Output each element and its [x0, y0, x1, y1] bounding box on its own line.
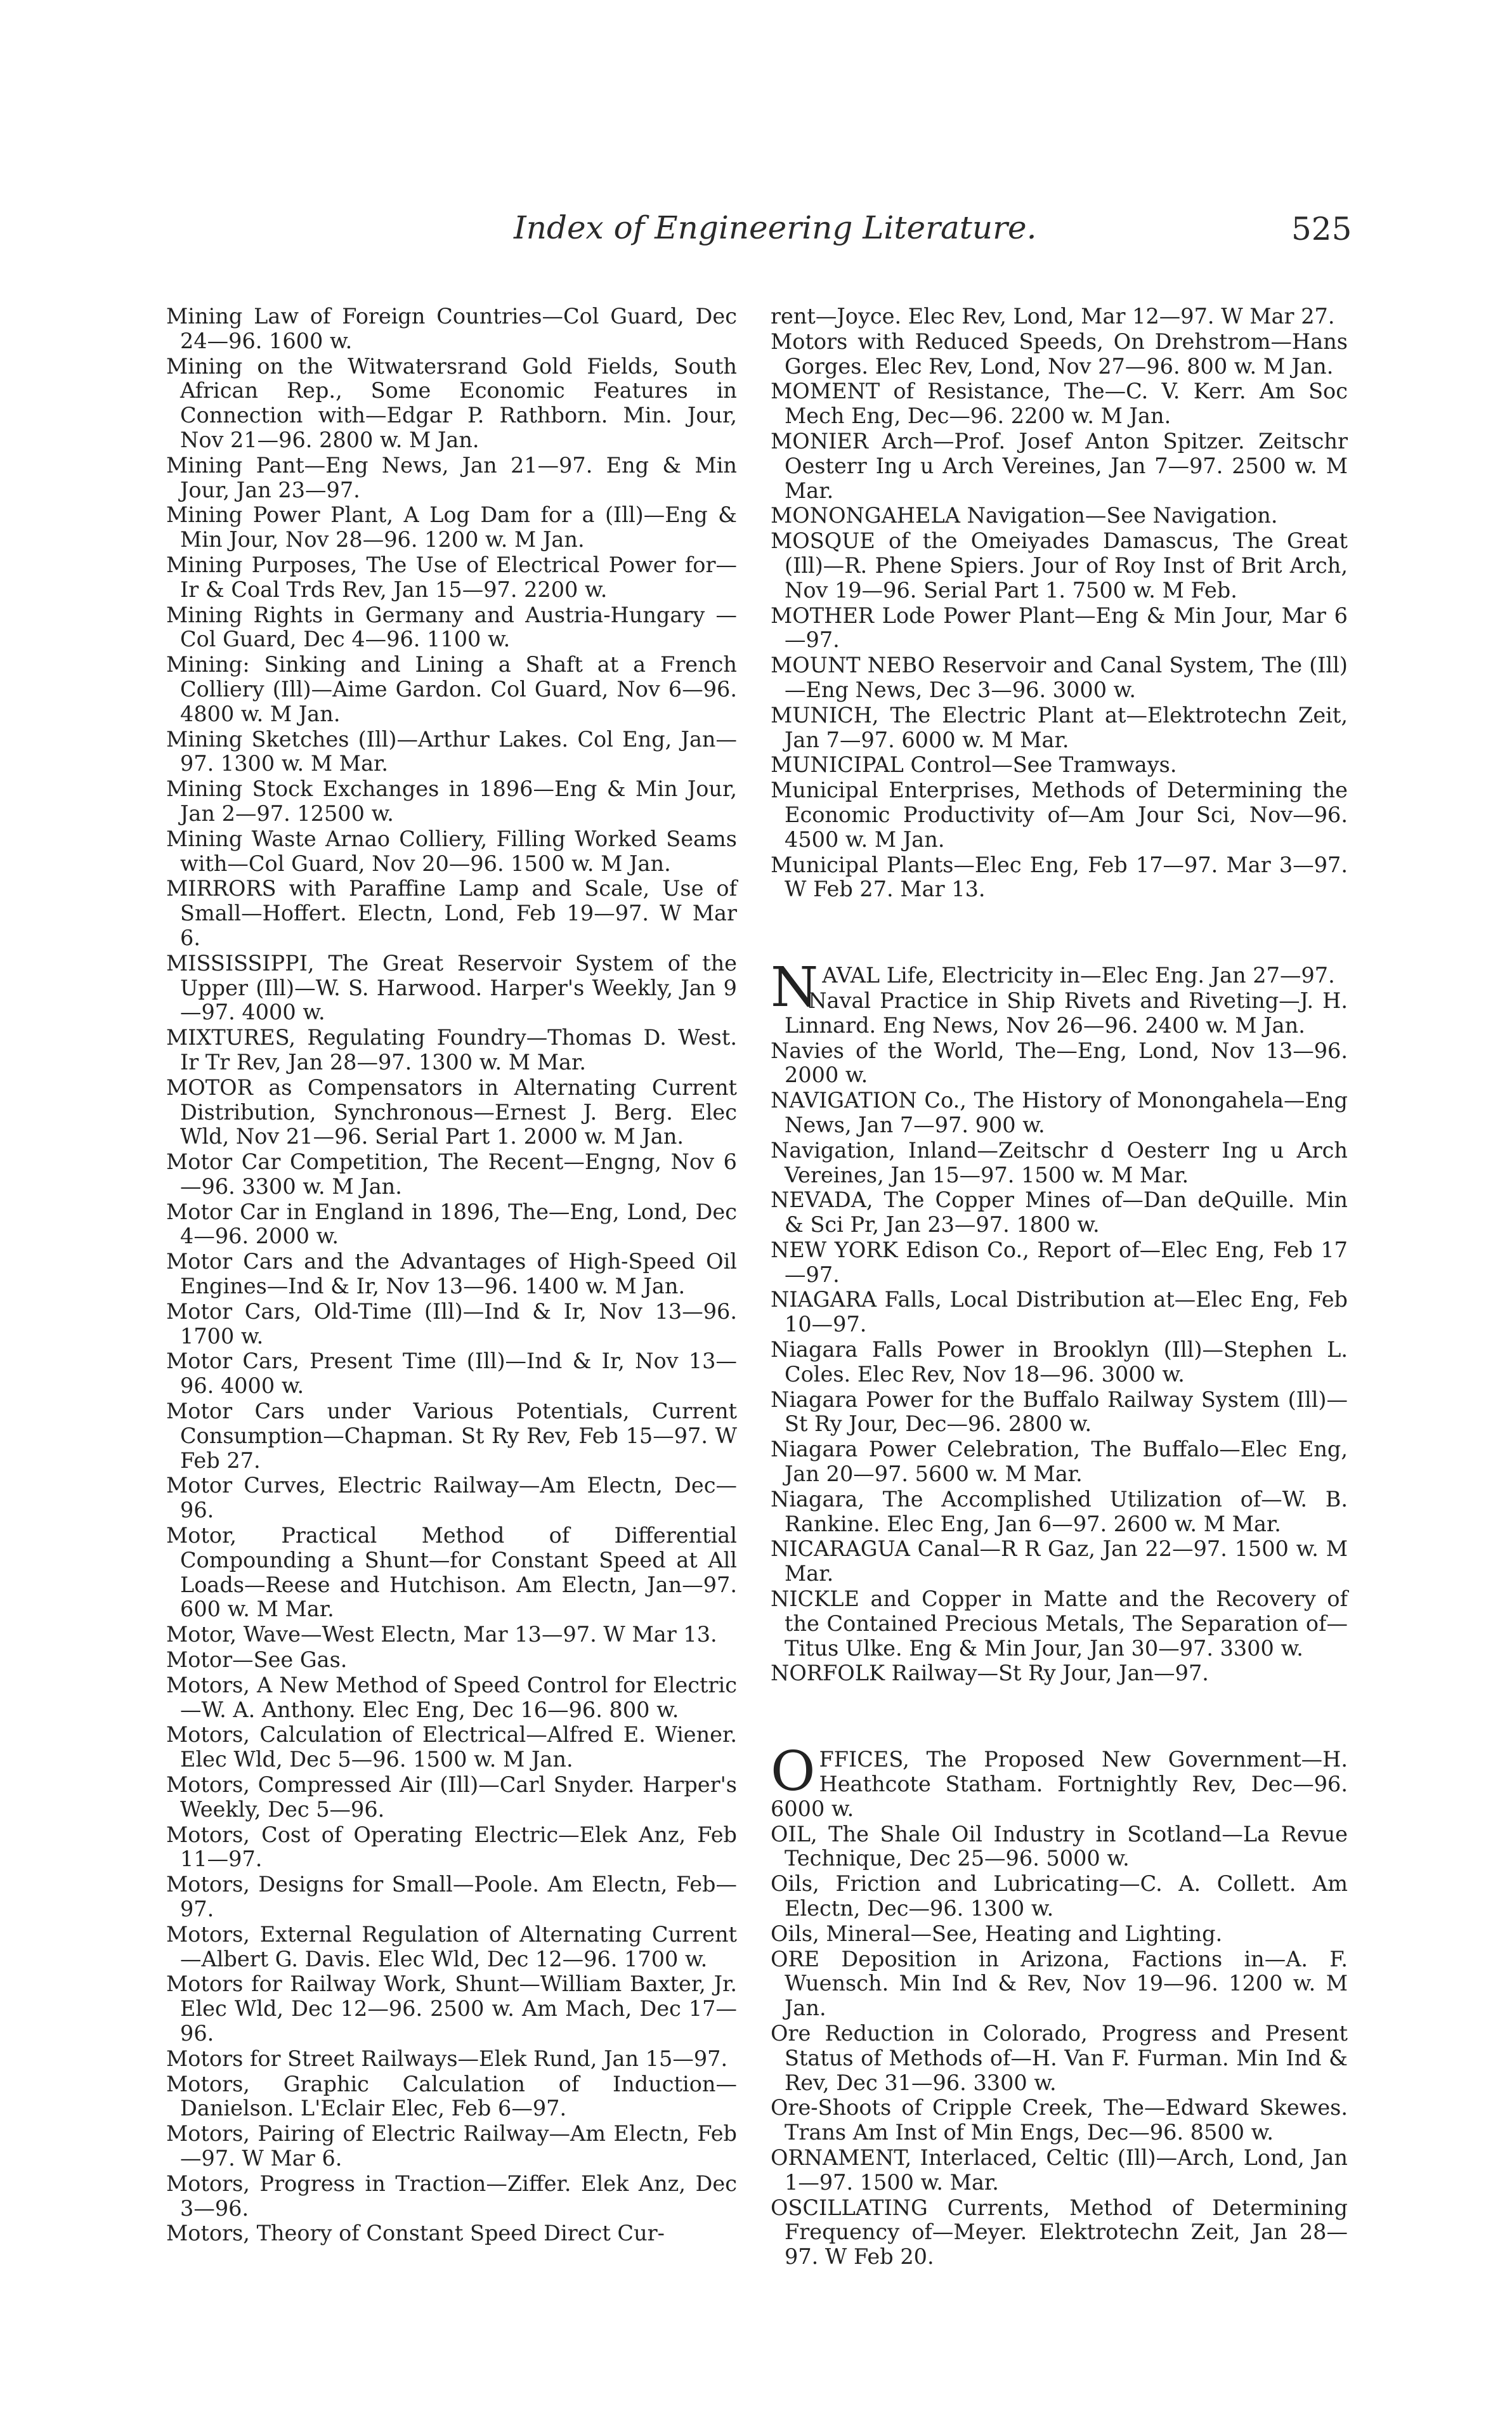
- index-entry: Motor, Practical Method of Differential Compounding a Shunt—for Constant Speed at All Loads—Reese and Hutchison. Am Electn, Jan—97. 600 w. M Mar.: [166, 1523, 737, 1622]
- index-entry: Mining Purposes, The Use of Electrical Power for—Ir & Coal Trds Rev, Jan 15—97. 2200 w.: [166, 552, 737, 602]
- index-entry: Motor Curves, Electric Railway—Am Electn, Dec—96.: [166, 1473, 737, 1523]
- index-entry: Motors, Calculation of Electrical—Alfred E. Wiener. Elec Wld, Dec 5—96. 1500 w. M Jan.: [166, 1722, 737, 1772]
- index-entry: OIL, The Shale Oil Industry in Scotland—La Revue Technique, Dec 25—96. 5000 w.: [771, 1821, 1348, 1871]
- index-entry: Mining on the Witwatersrand Gold Fields, South African Rep., Some Economic Features in Connection with—Edgar P. Rathborn. Min. Jour, Nov 21—96. 2800 w. M Jan.: [166, 353, 737, 452]
- index-entry: Motor, Wave—West Electn, Mar 13—97. W Mar 13.: [166, 1622, 717, 1647]
- index-entry: ORE Deposition in Arizona, Factions in—A. F. Wuensch. Min Ind & Rev, Nov 19—96. 1200 w. M Jan.: [771, 1946, 1348, 2021]
- index-entry: Motors, A New Method of Speed Control for Electric—W. A. Anthony. Elec Eng, Dec 16—96. 800 w.: [166, 1672, 737, 1722]
- index-entry: Oils, Mineral—See, Heating and Lighting.: [771, 1921, 1223, 1946]
- index-entry: Motor Car Competition, The Recent—Engng, Nov 6—96. 3300 w. M Jan.: [166, 1149, 737, 1199]
- index-entry: Motor Car in England in 1896, The—Eng, Lond, Dec 4—96. 2000 w.: [166, 1199, 737, 1249]
- index-entry: Naval Practice in Ship Rivets and Riveting—J. H. Linnard. Eng News, Nov 26—96. 2400 w. M Jan.: [785, 988, 1348, 1038]
- section-first-entry-text: FFICES, The Proposed New Government—H. Heathcote Statham. Fortnightly Rev, Dec—96. 6000 w.: [771, 1747, 1348, 1821]
- section-gap: [771, 903, 1348, 964]
- index-entry: Oils, Friction and Lubricating—C. A. Collett. Am Electn, Dec—96. 1300 w.: [771, 1871, 1348, 1921]
- index-entry: Municipal Enterprises, Methods of Determining the Economic Productivity of—Am Jour Sci, Nov—96. 4500 w. M Jan.: [771, 778, 1348, 852]
- index-entry: MOTOR as Compensators in Alternating Current Distribution, Synchronous—Ernest J. Berg. Elec Wld, Nov 21—96. Serial Part 1. 2000 w. M Jan.: [166, 1075, 737, 1149]
- index-entry: Mining Rights in Germany and Austria-Hungary —Col Guard, Dec 4—96. 1100 w.: [166, 602, 737, 652]
- index-entry: ORNAMENT, Interlaced, Celtic (Ill)—Arch, Lond, Jan 1—97. 1500 w. Mar.: [771, 2145, 1348, 2195]
- index-entry: Ore Reduction in Colorado, Progress and Present Status of Methods of—H. Van F. Furman. Min Ind & Rev, Dec 31—96. 3300 w.: [771, 2021, 1348, 2095]
- index-entry: Ore-Shoots of Cripple Creek, The—Edward Skewes. Trans Am Inst of Min Engs, Dec—96. 8500 w.: [771, 2095, 1348, 2145]
- index-entry: Mining Law of Foreign Countries—Col Guard, Dec 24—96. 1600 w.: [166, 304, 737, 353]
- index-entry: Motor Cars and the Advantages of High-Speed Oil Engines—Ind & Ir, Nov 13—96. 1400 w. M Jan.: [166, 1249, 737, 1299]
- index-entry: NEVADA, The Copper Mines of—Dan deQuille. Min & Sci Pr, Jan 23—97. 1800 w.: [771, 1187, 1348, 1238]
- index-entry: rent—Joyce. Elec Rev, Lond, Mar 12—97. W Mar 27.: [771, 304, 1335, 329]
- page-number: 525: [1291, 211, 1352, 247]
- index-entry: MONIER Arch—Prof. Josef Anton Spitzer. Zeitschr Oesterr Ing u Arch Vereines, Jan 7—97. 2500 w. M Mar.: [771, 428, 1348, 503]
- index-entry: Niagara Power for the Buffalo Railway System (Ill)—St Ry Jour, Dec—96. 2800 w.: [771, 1387, 1348, 1437]
- index-entry: Navigation, Inland—Zeitschr d Oesterr Ing u Arch Vereines, Jan 15—97. 1500 w. M Mar.: [771, 1137, 1348, 1187]
- index-entry: MISSISSIPPI, The Great Reservoir System of the Upper (Ill)—W. S. Harwood. Harper's Weekly, Jan 9—97. 4000 w.: [166, 950, 737, 1025]
- index-entry: Motors, Cost of Operating Electric—Elek Anz, Feb 11—97.: [166, 1822, 737, 1872]
- index-entry: MUNICIPAL Control—See Tramways.: [771, 752, 1177, 778]
- index-entry: Navies of the World, The—Eng, Lond, Nov 13—96. 2000 w.: [771, 1038, 1348, 1088]
- index-entry: NORFOLK Railway—St Ry Jour, Jan—97.: [771, 1661, 1209, 1686]
- index-entry: Mining Waste Arnao Colliery, Filling Worked Seams with—Col Guard, Nov 20—96. 1500 w. M Jan.: [166, 826, 737, 876]
- index-entry: OSCILLATING Currents, Method of Determining Frequency of—Meyer. Elektrotechn Zeit, Jan 28—97. W Feb 20.: [771, 2195, 1348, 2270]
- index-entry: Motors, Graphic Calculation of Induction—Danielson. L'Eclair Elec, Feb 6—97.: [166, 2071, 737, 2121]
- section-o: [771, 1740, 1348, 2270]
- index-entry: Motor Cars, Old-Time (Ill)—Ind & Ir, Nov 13—96. 1700 w.: [166, 1298, 737, 1349]
- index-entry: Motors with Reduced Speeds, On Drehstrom—Hans Gorges. Elec Rev, Lond, Nov 27—96. 800 w. M Jan.: [771, 329, 1348, 379]
- index-entry: Mining Stock Exchanges in 1896—Eng & Min Jour, Jan 2—97. 12500 w.: [166, 776, 737, 826]
- index-entry: NICKLE and Copper in Matte and the Recovery of the Contained Precious Metals, The Separation of—Titus Ulke. Eng & Min Jour, Jan 30—97. 3300 w.: [771, 1586, 1348, 1661]
- index-entry: Motors for Railway Work, Shunt—William Baxter, Jr. Elec Wld, Dec 12—96. 2500 w. Am Mach, Dec 17—96.: [166, 1971, 737, 2046]
- section-n: [771, 956, 1348, 1686]
- index-entry: Niagara, The Accomplished Utilization of—W. B. Rankine. Elec Eng, Jan 6—97. 2600 w. M Mar.: [771, 1486, 1348, 1536]
- drop-cap-n: N: [771, 956, 819, 1020]
- index-entry: Mining Sketches (Ill)—Arthur Lakes. Col Eng, Jan—97. 1300 w. M Mar.: [166, 726, 737, 776]
- index-entry: Motor—See Gas.: [166, 1647, 348, 1673]
- running-title: Index of Engineering Literature.: [514, 209, 1037, 246]
- index-entry: MUNICH, The Electric Plant at—Elektrotechn Zeit, Jan 7—97. 6000 w. M Mar.: [771, 702, 1348, 752]
- index-entry: Motor Cars under Various Potentials, Current Consumption—Chapman. St Ry Rev, Feb 15—97. W Feb 27.: [166, 1399, 737, 1473]
- index-entry: MIRRORS with Paraffine Lamp and Scale, Use of Small—Hoffert. Electn, Lond, Feb 19—97. W Mar 6.: [166, 876, 737, 950]
- index-entry: NIAGARA Falls, Local Distribution at—Elec Eng, Feb 10—97.: [771, 1287, 1348, 1337]
- left-column: [166, 304, 737, 2247]
- index-entry: Niagara Power Celebration, The Buffalo—Elec Eng, Jan 20—97. 5600 w. M Mar.: [771, 1437, 1348, 1487]
- index-entry: Motors, Pairing of Electric Railway—Am Electn, Feb—97. W Mar 6.: [166, 2121, 737, 2171]
- index-entry: NICARAGUA Canal—R R Gaz, Jan 22—97. 1500 w. M Mar.: [771, 1536, 1348, 1586]
- index-entry: MIXTURES, Regulating Foundry—Thomas D. West. Ir Tr Rev, Jan 28—97. 1300 w. M Mar.: [166, 1025, 737, 1075]
- index-entry: Mining Power Plant, A Log Dam for a (Ill)—Eng & Min Jour, Nov 28—96. 1200 w. M Jan.: [166, 502, 737, 552]
- index-entry: MONONGAHELA Navigation—See Navigation.: [771, 503, 1278, 528]
- index-entry: NAVIGATION Co., The History of Monongahela—Eng News, Jan 7—97. 900 w.: [771, 1088, 1348, 1137]
- index-entry: Motors, Progress in Traction—Ziffer. Elek Anz, Dec 3—96.: [166, 2171, 737, 2221]
- index-entry: Motors, Compressed Air (Ill)—Carl Snyder. Harper's Weekly, Dec 5—96.: [166, 1772, 737, 1822]
- index-entry: Motors, Designs for Small—Poole. Am Electn, Feb—97.: [166, 1872, 737, 1921]
- index-entry: Motor Cars, Present Time (Ill)—Ind & Ir, Nov 13—96. 4000 w.: [166, 1349, 737, 1399]
- index-entry: MOTHER Lode Power Plant—Eng & Min Jour, Mar 6—97.: [771, 603, 1348, 653]
- index-entry: MOSQUE of the Omeiyades Damascus, The Great (Ill)—R. Phene Spiers. Jour of Roy Inst of Brit Arch, Nov 19—96. Serial Part 1. 7500 w. M Feb.: [771, 528, 1348, 603]
- index-entry: Motors for Street Railways—Elek Rund, Jan 15—97.: [166, 2046, 728, 2071]
- index-entry: Mining Pant—Eng News, Jan 21—97. Eng & Min Jour, Jan 23—97.: [166, 452, 737, 502]
- index-entry: Niagara Falls Power in Brooklyn (Ill)—Stephen L. Coles. Elec Rev, Nov 18—96. 3000 w.: [771, 1337, 1348, 1387]
- section-gap: [771, 1687, 1348, 1748]
- drop-cap-o: O: [771, 1740, 816, 1804]
- section-first-entry-text: AVAL Life, Electricity in—Elec Eng. Jan 27—97.: [822, 963, 1335, 988]
- index-entry: Motors, Theory of Constant Speed Direct Cur-: [166, 2221, 665, 2246]
- index-entry: Motors, External Regulation of Alternating Current—Albert G. Davis. Elec Wld, Dec 12—96. 1700 w.: [166, 1921, 737, 1971]
- index-entry: MOMENT of Resistance, The—C. V. Kerr. Am Soc Mech Eng, Dec—96. 2200 w. M Jan.: [771, 379, 1348, 429]
- index-entry: Mining: Sinking and Lining a Shaft at a French Colliery (Ill)—Aime Gardon. Col Guard, Nov 6—96. 4800 w. M Jan.: [166, 652, 737, 726]
- index-entry: MOUNT NEBO Reservoir and Canal System, The (Ill)—Eng News, Dec 3—96. 3000 w.: [771, 653, 1348, 702]
- index-entry: NEW YORK Edison Co., Report of—Elec Eng, Feb 17—97.: [771, 1237, 1348, 1287]
- index-entry: Municipal Plants—Elec Eng, Feb 17—97. Mar 3—97. W Feb 27. Mar 13.: [771, 852, 1348, 902]
- right-column: [771, 304, 1348, 2270]
- section-first-entry: [771, 1740, 1348, 1821]
